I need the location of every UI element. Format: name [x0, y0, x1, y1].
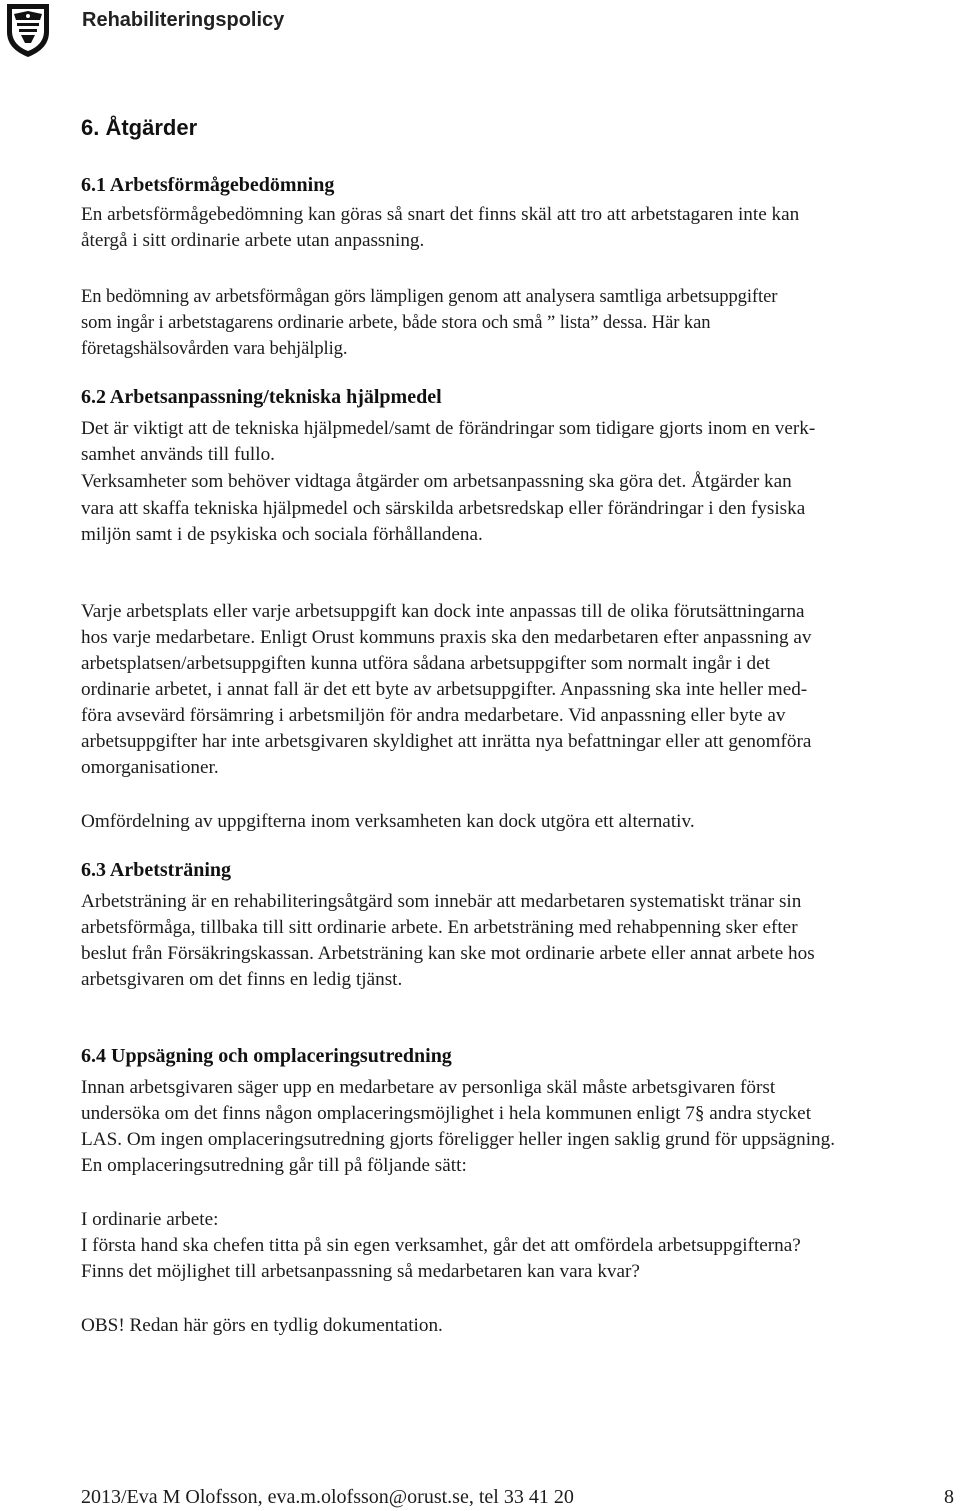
document-title: Rehabiliteringspolicy — [82, 9, 285, 31]
section-heading: 6. Åtgärder — [81, 115, 198, 140]
subsection-heading-6-2: 6.2 Arbetsanpassning/tekniska hjälpmedel — [81, 386, 442, 408]
text-line: föra avsevärd försämring i arbetsmiljön för andra medarbetare. Vid anpassning eller byte av — [81, 705, 786, 726]
text-line: arbetsplatsen/arbetsuppgiften kunna utföra sådana arbetsuppgifter som normalt ingår i det — [81, 653, 770, 674]
text-line: Omfördelning av uppgifterna inom verksamheten kan dock utgöra ett alternativ. — [81, 811, 695, 832]
text-line: beslut från Försäkringskassan. Arbetsträning kan ske mot ordinarie arbete eller annat arbete hos — [81, 943, 815, 964]
subsection-heading-6-3: 6.3 Arbetsträning — [81, 859, 231, 881]
subsection-heading-6-1: 6.1 Arbetsförmågebedömning — [81, 174, 335, 196]
text-line: företagshälsovården vara behjälplig. — [81, 338, 348, 359]
text-line: Arbetsträning är en rehabiliteringsåtgärd som innebär att medarbetaren systematiskt tränar sin — [81, 891, 802, 912]
text-line: Innan arbetsgivaren säger upp en medarbetare av personliga skäl måste arbetsgivaren först — [81, 1077, 776, 1098]
paragraph — [81, 599, 960, 781]
text-line: Verksamheter som behöver vidtaga åtgärder om arbetsanpassning ska göra det. Åtgärder kan — [81, 471, 792, 492]
municipal-coat-of-arms-icon — [4, 2, 52, 58]
text-line: En omplaceringsutredning går till på följande sätt: — [81, 1155, 467, 1176]
paragraph — [81, 416, 960, 468]
text-line: återgå i sitt ordinarie arbete utan anpassning. — [81, 230, 425, 251]
text-line: OBS! Redan här görs en tydlig dokumentation. — [81, 1315, 443, 1336]
paragraph — [81, 202, 960, 254]
text-line: som ingår i arbetstagarens ordinarie arbete, både stora och små ” lista” dessa. Här kan — [81, 312, 711, 333]
text-line: I första hand ska chefen titta på sin egen verksamhet, går det att omfördela arbetsuppgifterna? — [81, 1235, 801, 1256]
paragraph — [81, 809, 960, 835]
page-number: 8 — [944, 1486, 954, 1508]
text-line: ordinarie arbetet, i annat fall är det ett byte av arbetsuppgifter. Anpassning ska inte heller med- — [81, 679, 808, 700]
paragraph — [81, 1075, 960, 1179]
text-line: Finns det möjlighet till arbetsanpassning så medarbetaren kan vara kvar? — [81, 1261, 640, 1282]
paragraph — [81, 496, 960, 548]
text-line: Varje arbetsplats eller varje arbetsuppgift kan dock inte anpassas till de olika förutsättningarna — [81, 601, 805, 622]
text-line: LAS. Om ingen omplaceringsutredning gjorts föreligger heller ingen saklig grund för uppsägning. — [81, 1129, 836, 1150]
subsection-heading-6-4: 6.4 Uppsägning och omplaceringsutredning — [81, 1045, 452, 1067]
paragraph — [81, 889, 960, 993]
paragraph — [81, 1207, 960, 1285]
text-line: omorganisationer. — [81, 757, 219, 778]
paragraph — [81, 284, 960, 362]
paragraph — [81, 469, 960, 495]
text-line: Det är viktigt att de tekniska hjälpmedel/samt de förändringar som tidigare gjorts inom en verk- — [81, 418, 816, 439]
text-line: samhet används till fullo. — [81, 444, 275, 465]
footer-author-contact: 2013/Eva M Olofsson, eva.m.olofsson@orust.se, tel 33 41 20 — [81, 1486, 574, 1508]
text-line: En bedömning av arbetsförmågan görs lämpligen genom att analysera samtliga arbetsuppgifter — [81, 286, 778, 307]
text-line: hos varje medarbetare. Enligt Orust kommuns praxis ska den medarbetaren efter anpassning av — [81, 627, 812, 648]
text-line: En arbetsförmågebedömning kan göras så snart det finns skäl att tro att arbetstagaren inte kan — [81, 204, 800, 225]
text-line: miljön samt i de psykiska och sociala förhållandena. — [81, 524, 483, 545]
text-line: arbetsuppgifter har inte arbetsgivaren skyldighet att inrätta nya befattningar eller att genomföra — [81, 731, 812, 752]
text-line: arbetsgivaren om det finns en ledig tjänst. — [81, 969, 403, 990]
paragraph — [81, 1313, 960, 1339]
text-line: undersöka om det finns någon omplaceringsmöjlighet i hela kommunen enligt 7§ andra stycket — [81, 1103, 812, 1124]
text-line: arbetsförmåga, tillbaka till sitt ordinarie arbete. En arbetsträning med rehabpenning sker efter — [81, 917, 798, 938]
text-line: I ordinarie arbete: — [81, 1209, 219, 1230]
text-line: vara att skaffa tekniska hjälpmedel och särskilda arbetsredskap eller förändringar i den fysiska — [81, 498, 806, 519]
